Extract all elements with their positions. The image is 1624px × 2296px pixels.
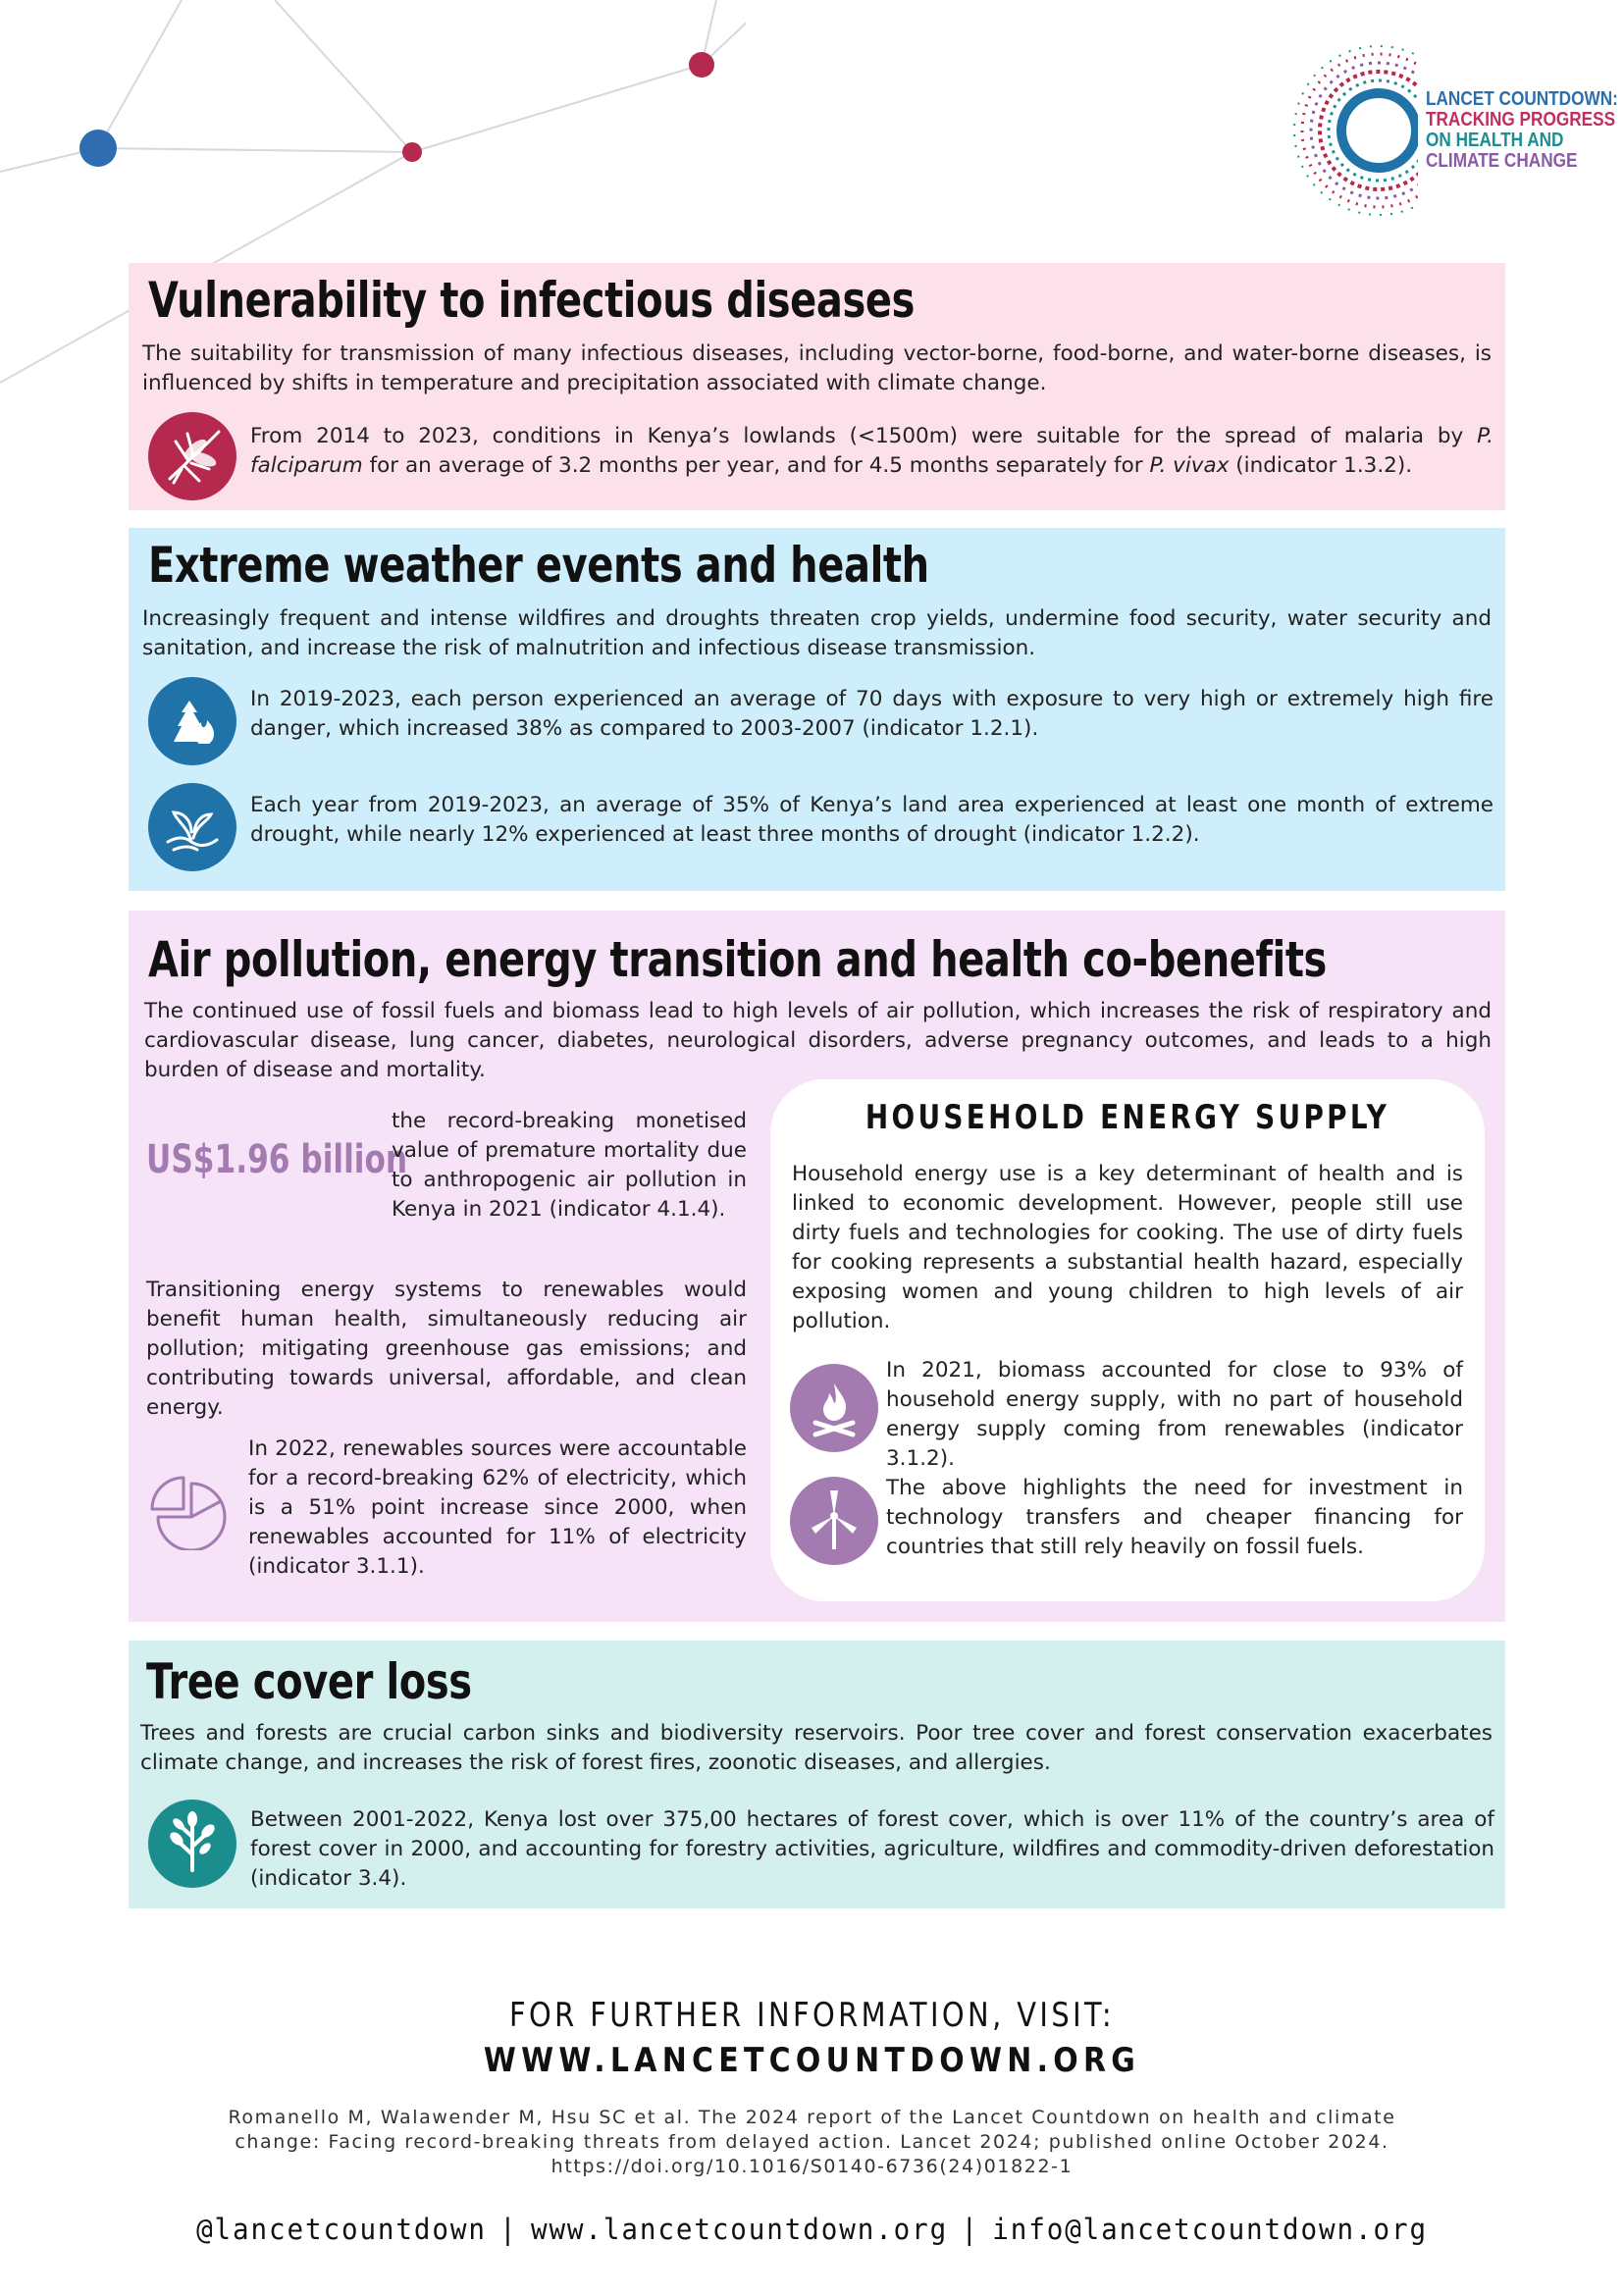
renewables-text: In 2022, renewables sources were accountable for a record-breaking 62% of electricity, which is a 51% point increase since 2000, when renewables accounted for 11% of electricity (indicator 3.1.1). [248,1436,747,1579]
website-link-large[interactable]: WWW.LANCETCOUNTDOWN.ORG [483,2041,1141,2080]
malaria-text: From 2014 to 2023, conditions in Kenya’s lowlands (<1500m) were suitable for the spread of malaria by P. falciparum for an average of 3.2 months per year, and for 4.5 months separately for P. vivax (indicator 1.3.2). [250,424,1493,478]
panel-title: HOUSEHOLD ENERGY SUPPLY [864,1098,1390,1137]
logo-line-4: CLIMATE CHANGE [1426,150,1578,172]
section-intro: Trees and forests are crucial carbon sinks and biodiversity reservoirs. Poor tree cover and forest conservation exacerbates climate change, and increases the risk of forest fires, zoonotic diseases, and allergies. [140,1721,1493,1775]
fire-danger-text: In 2019-2023, each person experienced an average of 70 days with exposure to very high or extremely high fire danger, which increased 38% as compared to 2003-2007 (indicator 1.2.1). [250,687,1493,741]
tree-loss-text: Between 2001-2022, Kenya lost over 375,00 hectares of forest cover, which is over 11% of the country’s area of forest cover in 2000, and accounting for forestry activities, agriculture, wildfires and commodity-driven deforestation (indicator 3.4). [250,1807,1494,1891]
section-intro: The continued use of fossil fuels and biomass lead to high levels of air pollution, which increases the risk of respiratory and cardiovascular disease, lung cancer, diabetes, neurological disorders, adverse pregnancy outcomes, and leads to a high burden of disease and mortality. [144,999,1492,1082]
further-info-label: FOR FURTHER INFORMATION, VISIT: [508,1996,1116,2035]
email-link[interactable]: info@lancetcountdown.org [992,2213,1428,2246]
citation-line-2: change: Facing record-breaking threats from delayed action. Lancet 2024; published online October 2024. [235,2131,1389,2153]
biomass-text: In 2021, biomass accounted for close to 93% of household energy supply, with no part of household energy supply coming from renewables (indicator 3.1.2). [886,1358,1463,1471]
monetised-value-text: the record-breaking monetised value of premature mortality due to anthropogenic air pollution in Kenya in 2021 (indicator 4.1.4). [392,1109,747,1222]
section-intro: The suitability for transmission of many infectious diseases, including vector-borne, food-borne, and water-borne diseases, is influenced by shifts in temperature and precipitation associated with climate change. [142,341,1492,395]
website-link[interactable]: www.lancetcountdown.org [530,2213,949,2246]
section-title: Vulnerability to infectious diseases [148,272,916,329]
monetised-value: US$1.96 billion [146,1137,408,1182]
network-node-red [402,142,422,162]
section-title: Air pollution, energy transition and health co-benefits [148,931,1327,988]
wind-turbine-icon [790,1477,878,1565]
section-title: Tree cover loss [146,1653,472,1710]
logo-rings-icon [1281,34,1418,231]
section-infectious-diseases [129,263,1505,510]
wildfire-icon [148,677,236,765]
section-title: Extreme weather events and health [148,537,929,594]
investment-text: The above highlights the need for investment in technology transfers and cheaper financing for countries that still rely heavily on fossil fuels. [886,1476,1463,1559]
separator: | [961,2213,979,2246]
contact-bar [40,2212,1583,2247]
transition-text: Transitioning energy systems to renewables would benefit human health, simultaneously reducing air pollution; mitigating greenhouse gas emissions; and contributing towards universal, affordable, and clean energy. [146,1278,747,1420]
citation-line-1: Romanello M, Walawender M, Hsu SC et al. The 2024 report of the Lancet Countdown on health and climate [228,2107,1396,2128]
tree-icon [148,1800,236,1888]
logo-line-2: TRACKING PROGRESS [1426,109,1616,130]
panel-intro: Household energy use is a key determinant of health and is linked to economic development. However, people still use dirty fuels and technologies for cooking. The use of dirty fuels for cooking represents a substantial health hazard, especially exposing women and young children to high levels of air pollution. [792,1162,1463,1333]
network-node-blue [79,130,117,167]
mosquito-icon [148,412,236,500]
section-extreme-weather [129,528,1505,891]
social-handle-link[interactable]: @lancetcountdown [196,2213,487,2246]
drought-icon [148,783,236,871]
logo-line-3: ON HEALTH AND [1426,130,1564,151]
drought-text: Each year from 2019-2023, an average of 35% of Kenya’s land area experienced at least one month of extreme drought, while nearly 12% experienced at least three months of drought (indicator 1.2.2). [250,793,1493,847]
citation [177,2106,1447,2179]
citation-doi-link[interactable]: https://doi.org/10.1016/S0140-6736(24)01822-1 [550,2156,1074,2177]
campfire-icon [790,1364,878,1452]
separator: | [499,2213,518,2246]
section-intro: Increasingly frequent and intense wildfires and droughts threaten crop yields, undermine food security, water security and sanitation, and increase the risk of malnutrition and infectious disease transmission. [142,606,1492,660]
lancet-countdown-logo [1281,34,1618,231]
network-node-red-large [689,52,714,78]
logo-line-1: LANCET COUNTDOWN: [1426,88,1618,110]
section-tree-cover [129,1641,1505,1908]
household-energy-panel [770,1079,1485,1601]
pie-chart-icon [144,1462,233,1550]
